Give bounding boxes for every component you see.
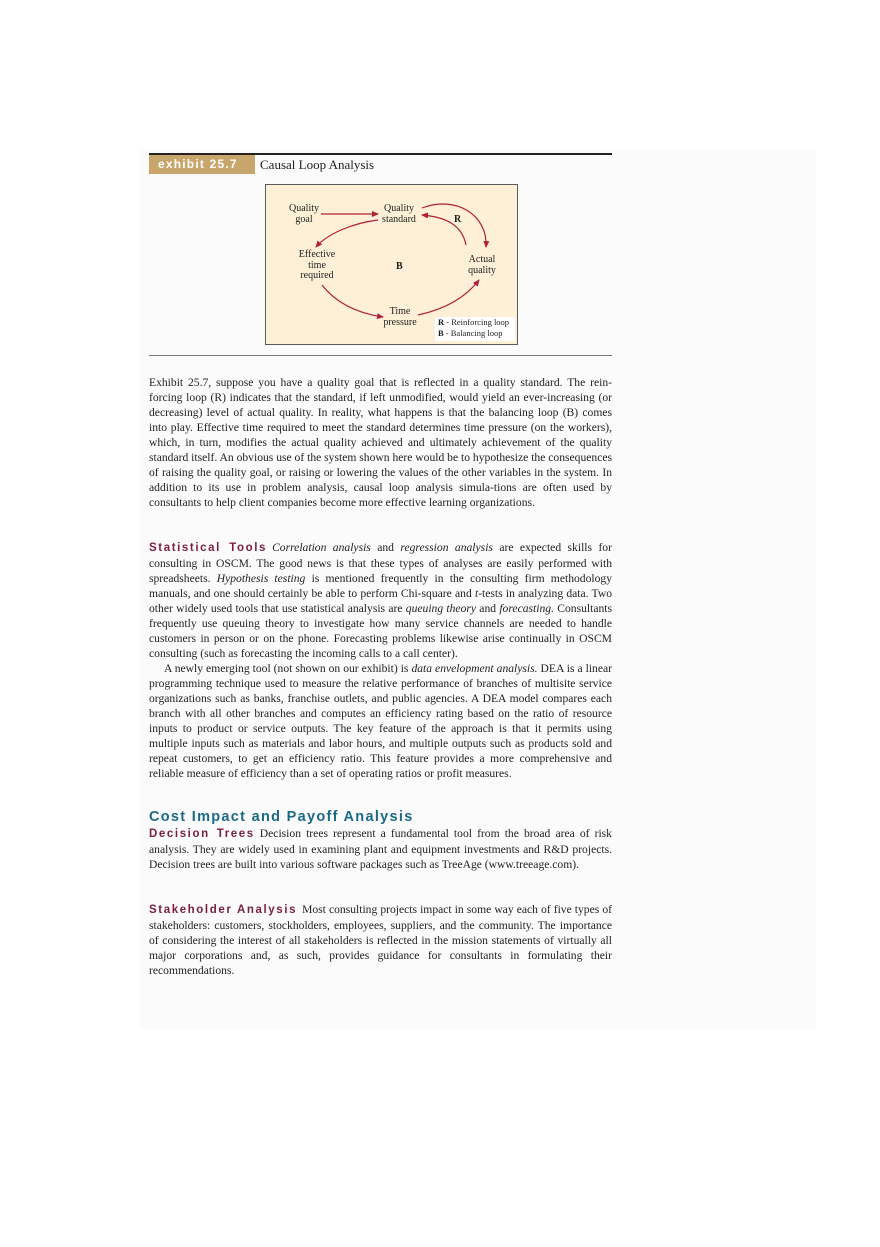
section-heading-cost-impact: Cost Impact and Payoff Analysis (149, 809, 414, 825)
run-in-heading-statistical-tools: Statistical Tools (149, 542, 268, 554)
section-stakeholder-analysis (149, 902, 612, 978)
node-actual-quality: Actual quality (468, 254, 496, 276)
diagram-legend (435, 317, 515, 341)
loop-marker-b: B (396, 261, 403, 272)
paragraph-dea: A newly emerging tool (not shown on our exhibit) is data envelopment analysis. DEA is a linear programming technique used to measure the relative performance of branches of multisite service organizations such as banks, franchise outlets, and public agencies. A DEA model compares each branch with all other branches and computes an efficiency rating based on the ratio of resource inputs to product or service outputs. The key feature of the approach is that it permits using multiple inputs such as materials and labor hours, and multiple outputs such as products sold and repeat customers, to get an efficiency ratio. This feature provides a more comprehensive and reliable measure of efficiency than a set of operating ratios or profit measures. (149, 662, 612, 780)
paragraph-stakeholder-analysis: Stakeholder Analysis Most consulting projects impact in some way each of five types of stakeholders: customers, stockholders, employees, suppliers, and the community. The importance of considering the interest of all stakeholders is reflected in the mission statements of virtually all major corporations and, as such, provides guidance for consultants in formulating their recommendations. (149, 903, 612, 977)
exhibit-header (149, 153, 612, 174)
loop-marker-r: R (454, 214, 462, 225)
legend-reinforcing: R - Reinforcing loop (438, 317, 510, 327)
node-quality-goal: Quality goal (289, 203, 319, 225)
causal-loop-diagram (265, 184, 518, 345)
paragraph-exhibit-explanation: Exhibit 25.7, suppose you have a quality goal that is reflected in a quality standard. The rein-forcing loop (R) indicates that the standard, if left unmodified, would yield an ever-increasing (or decreasing) level of actual quality. In reality, what happens is that the balancing loop (B) comes into play. Effective time required to meet the standard determines time pressure (on the workers), which, in turn, modifies the actual quality achieved and ultimately achievement of the quality standard itself. An obvious use of the system shown here would be to hypothesize the consequences of raising the quality goal, or raising or lowering the values of the other variables in the system. In addition to its use in problem analysis, causal loop analysis simula-tions are often used by consultants to help client companies become more effective learning organizations. (149, 376, 613, 509)
arrow-standard-to-effective-time (316, 220, 378, 247)
exhibit-divider (149, 355, 612, 356)
section-decision-trees (149, 826, 612, 872)
node-time-pressure: Time pressure (383, 306, 417, 328)
node-quality-standard: Quality standard (382, 203, 416, 225)
exhibit-title: Causal Loop Analysis (260, 157, 375, 172)
arrow-time-pressure-to-actual-quality (418, 280, 479, 315)
run-in-heading-decision-trees: Decision Trees (149, 828, 255, 840)
exhibit-tag: exhibit 25.7 (149, 155, 255, 174)
paragraph-statistical-tools: Statistical Tools Correlation analysis and regression analysis are expected skills for consulting in OSCM. The good news is that these types of analyses are easily performed with spreadsheets. Hypothesis testing is mentioned frequently in the consulting firm methodology manuals, and one should certainly be able to perform Chi-square and t-tests in analyzing data. Two other widely used tools that use statistical analysis are queuing theory and forecasting. Consultants frequently use queuing theory to investigate how many service channels are needed to handle customers in person or on the phone. Forecasting problems likewise arise continually in OSCM consulting (such as forecasting the incoming calls to a call center). (149, 541, 612, 660)
section-statistical-tools (149, 540, 612, 781)
paragraph-decision-trees: Decision Trees Decision trees represent a fundamental tool from the broad area of risk analysis. They are widely used in examining plant and equipment investments and R&D projects. Decision trees are built into various software packages such as TreeAge (www.treeage.com). (149, 827, 612, 871)
run-in-heading-stakeholder-analysis: Stakeholder Analysis (149, 904, 298, 916)
arrow-effective-time-to-time-pressure (322, 285, 383, 317)
node-effective-time-required: Effective time required (298, 249, 336, 281)
legend-balancing: B - Balancing loop (438, 328, 503, 338)
